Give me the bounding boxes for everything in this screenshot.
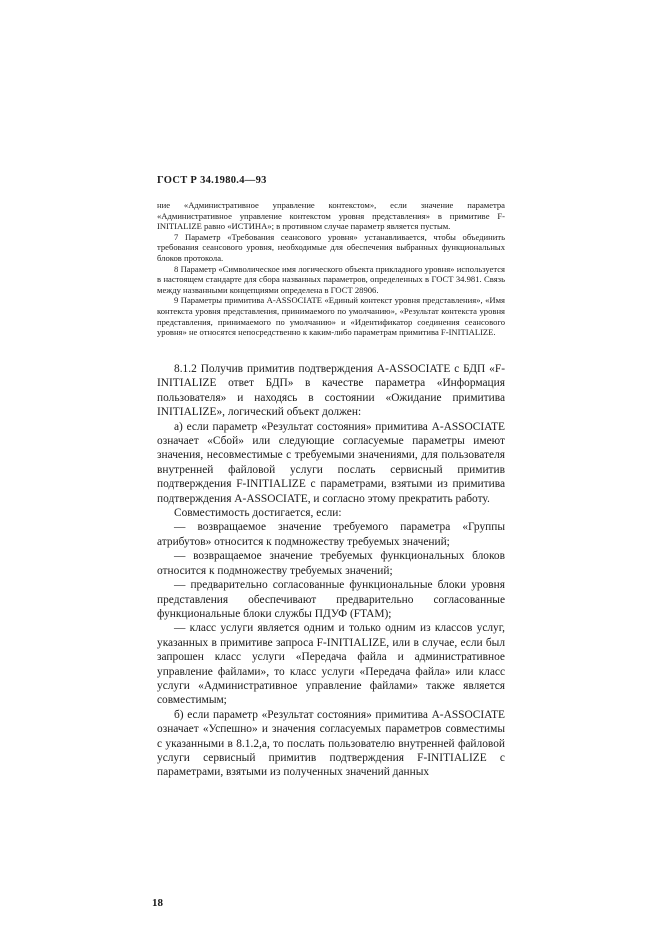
note-paragraph: 7 Параметр «Требования сеансового уровня» устанавливается, чтобы объединить требования сеансового уровня, необходимые для обеспечения выбранных функциональных блоков протокола. <box>157 231 505 263</box>
note-paragraph: 9 Параметры примитива A-ASSOCIATE «Единый контекст уровня представления», «Имя контекста уровня представления, принимаемого по умолчанию», «Результат контекста уровня представления, принимаемого по умолчанию» и «Идентификатор соединения сеансового уровня» не относятся непосредственно к каким-либо параметрам примитива F-INITIALIZE. <box>157 295 505 338</box>
body-paragraph: а) если параметр «Результат состояния» примитива A-ASSOCIATE означает «Сбой» или следующие согласуемые параметры имеют значения, несовместимые с требуемыми значениями, для пользователя внутренней файловой услуги послать сервисный примитив подтверждения F-INITIALIZE с параметрами, взятыми из примитива подтверждения A-ASSOCIATE, и согласно этому прекратить работу. <box>157 420 505 505</box>
note-paragraph: ние «Административное управление контекстом», если значение параметра «Административное управление контекстом уровня представления» в примитиве F-INITIALIZE равно «ИСТИНА»; в противном случае параметр является пустым. <box>157 200 505 232</box>
body-paragraph: Совместимость достигается, если: <box>174 507 342 520</box>
body-text <box>157 362 505 780</box>
page-header: ГОСТ Р 34.1980.4—93 <box>157 175 267 186</box>
notes-block <box>157 200 505 338</box>
body-paragraph: — предварительно согласованные функциональные блоки уровня представления обеспечивают предварительно согласованные функциональные блоки службы ПДУФ (FTAM); <box>157 579 505 620</box>
body-paragraph: б) если параметр «Результат состояния» примитива A-ASSOCIATE означает «Успешно» и значения согласуемых параметров совместимы с указанными в 8.1.2,а, то послать пользователю внутренней файловой услуги сервисный примитив подтверждения F-INITIALIZE с параметрами, взятыми из полученных значений данных <box>157 708 505 779</box>
page-number: 18 <box>152 897 163 909</box>
body-paragraph: 8.1.2 Получив примитив подтверждения A-ASSOCIATE с БДП «F-INITIALIZE ответ БДП» в качестве параметра «Информация пользователя» и находясь в состоянии «Ожидание примитива INITIALIZE», логический объект должен: <box>157 363 505 419</box>
note-paragraph: 8 Параметр «Символическое имя логического объекта прикладного уровня» используется в настоящем стандарте для сбора названных параметров, определенных в ГОСТ 34.981. Связь между названными концепциями определена в ГОСТ 28906. <box>157 263 505 295</box>
body-paragraph: — класс услуги является одним и только одним из классов услуг, указанных в примитиве запроса F-INITIALIZE, или в случае, если был запрошен класс услуги «Передача файла и административное управление файлами», то класс услуги «Передача файла» или класс услуги «Административное управление файлами» также является совместимым; <box>157 622 505 707</box>
body-paragraph: — возвращаемое значение требуемых функциональных блоков относится к подмножеству требуемых значений; <box>157 550 505 577</box>
body-paragraph: — возвращаемое значение требуемого параметра «Группы атрибутов» относится к подмножеству требуемых значений; <box>157 521 505 548</box>
